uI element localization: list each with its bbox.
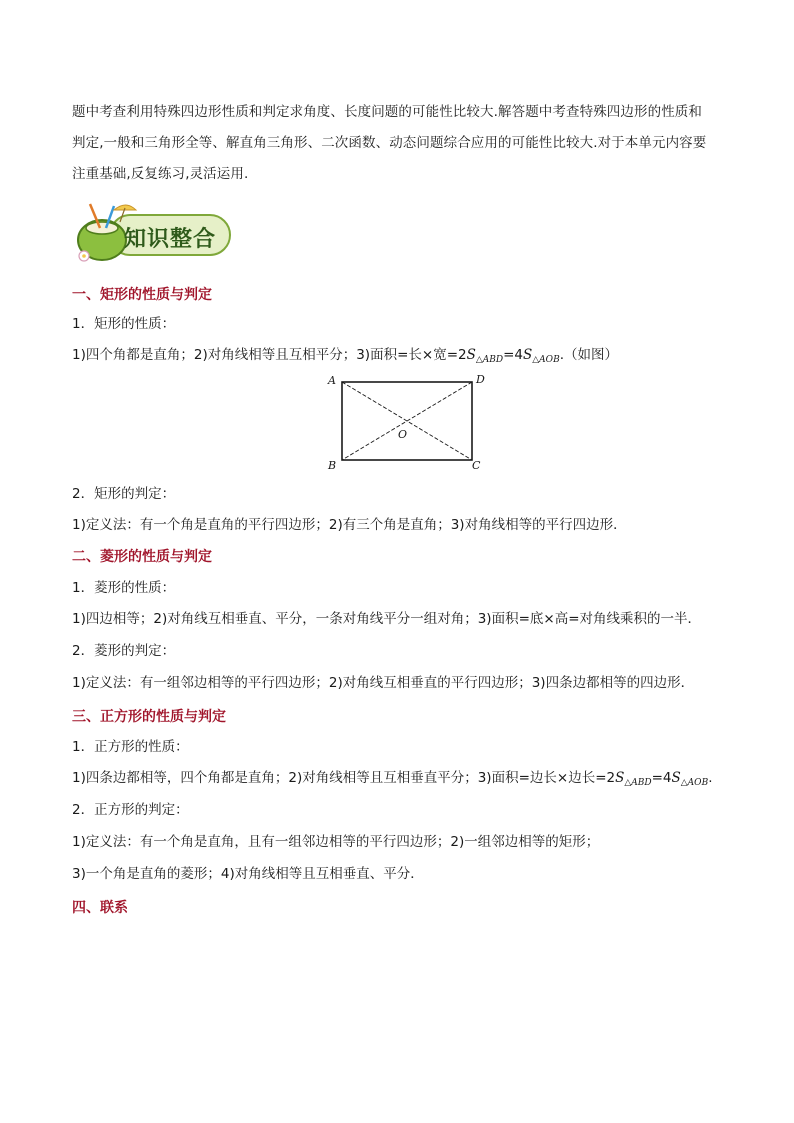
- square-judgement-text-2: 3)一个角是直角的菱形；4)对角线相等且互相垂直、平分．: [72, 866, 424, 882]
- intro-line-3: 注重基础,反复练习,灵活运用.: [72, 166, 249, 182]
- center-label-o: O: [398, 428, 408, 441]
- rhombus-judgement-label: 2．菱形的判定：: [72, 643, 176, 659]
- square-judgement-text-1: 1)定义法：有一个角是直角，且有一组邻边相等的平行四边形；2)一组邻边相等的矩形；: [72, 834, 600, 850]
- vertex-label-a: A: [328, 374, 336, 387]
- rhombus-property-label: 1．菱形的性质：: [72, 580, 176, 596]
- square-judgement-label: 2．正方形的判定：: [72, 802, 189, 818]
- vertex-label-b: B: [328, 459, 337, 472]
- section-heading-rhombus: 二、菱形的性质与判定: [72, 549, 212, 565]
- intro-line-1: 题中考查利用特殊四边形性质和判定求角度、长度问题的可能性比较大.解答题中考查特殊四边形的性质和: [72, 104, 702, 120]
- square-property-label: 1．正方形的性质：: [72, 739, 189, 755]
- rect-property-text: 1)四个角都是直角；2)对角线相等且互相平分；3)面积=长×宽$=2S_{\triangle ABD}=4S_{\triangle AOB}$.（如图）: [72, 347, 618, 365]
- rect-property-label: 1．矩形的性质：: [72, 316, 176, 332]
- vertex-label-d: D: [476, 373, 485, 386]
- badge-title: 知识整合: [124, 227, 217, 252]
- rhombus-property-text: 1)四边相等；2)对角线互相垂直、平分，一条对角线平分一组对角；3)面积=底×高=对角线乘积的一半．: [72, 611, 702, 627]
- vertex-label-c: C: [472, 459, 481, 472]
- knowledge-badge: [70, 200, 235, 266]
- rectangle-diagram: [322, 370, 492, 474]
- section-heading-square: 三、正方形的性质与判定: [72, 709, 226, 725]
- intro-line-2: 判定,一般和三角形全等、解直角三角形、二次函数、动态问题综合应用的可能性比较大.对于本单元内容要: [72, 135, 707, 151]
- square-property-text: 1)四条边都相等，四个角都是直角；2)对角线相等且互相垂直平分；3)面积=边长×边长$=2S_{\triangle ABD}=4S_{\triangle AOB}$.: [72, 770, 713, 788]
- rect-judgement-label: 2．矩形的判定：: [72, 486, 176, 502]
- rhombus-judgement-text: 1)定义法：有一组邻边相等的平行四边形；2)对角线互相垂直的平行四边形；3)四条边都相等的四边形．: [72, 675, 695, 691]
- section-heading-relation: 四、联系: [72, 900, 128, 916]
- section-heading-rectangle: 一、矩形的性质与判定: [72, 287, 212, 303]
- rectangle-figure: [322, 370, 492, 474]
- rect-judgement-text: 1)定义法：有一个角是直角的平行四边形；2)有三个角是直角；3)对角线相等的平行四边形．: [72, 517, 627, 533]
